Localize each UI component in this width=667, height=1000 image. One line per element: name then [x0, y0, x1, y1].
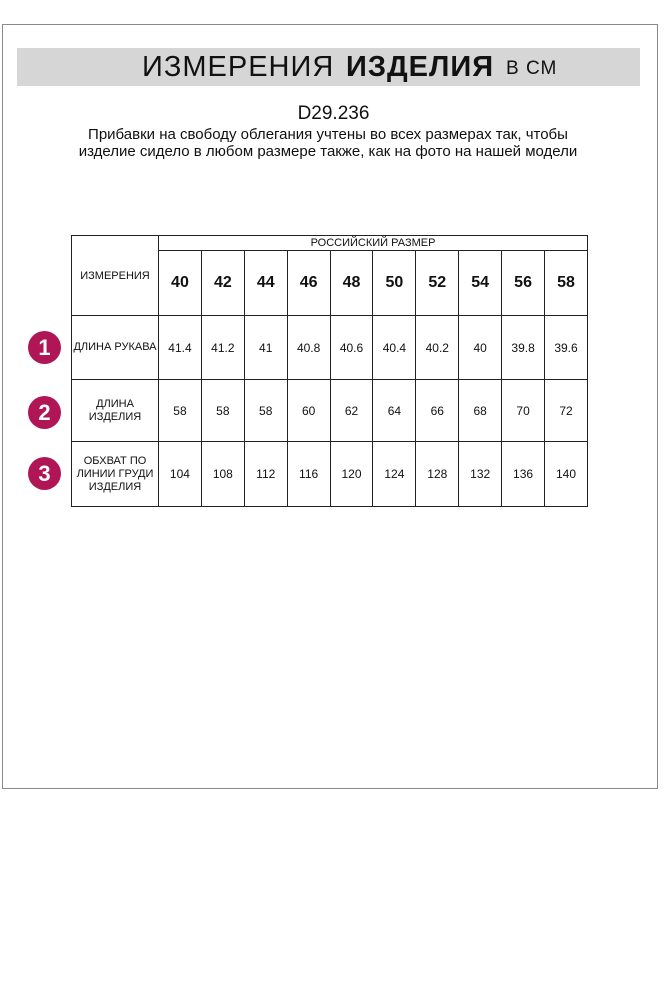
table-cell: 104 — [159, 442, 202, 507]
table-cell: 41 — [244, 316, 287, 380]
table-cell: 40.2 — [416, 316, 459, 380]
size-header: 54 — [459, 251, 502, 316]
table-cell: 40.4 — [373, 316, 416, 380]
size-header: 42 — [201, 251, 244, 316]
title-units: В СМ — [506, 58, 558, 79]
size-header: 52 — [416, 251, 459, 316]
row-label: ДЛИНА ИЗДЕЛИЯ — [72, 380, 159, 442]
measurements-header: ИЗМЕРЕНИЯ — [72, 236, 159, 316]
table-cell: 128 — [416, 442, 459, 507]
table-cell: 40 — [459, 316, 502, 380]
table-cell: 136 — [502, 442, 545, 507]
title-band — [17, 48, 640, 86]
table-cell: 58 — [244, 380, 287, 442]
table-cell: 116 — [287, 442, 330, 507]
size-header: 40 — [159, 251, 202, 316]
table-cell: 120 — [330, 442, 373, 507]
table-cell: 39.6 — [545, 316, 588, 380]
table-cell: 70 — [502, 380, 545, 442]
table-cell: 60 — [287, 380, 330, 442]
table-cell: 66 — [416, 380, 459, 442]
table-cell: 64 — [373, 380, 416, 442]
title-regular: ИЗМЕРЕНИЯ — [142, 51, 335, 83]
title-bold: ИЗДЕЛИЯ — [346, 51, 495, 83]
row-label: ДЛИНА РУКАВА — [72, 316, 159, 380]
row-label: ОБХВАТ ПО ЛИНИИ ГРУДИ ИЗДЕЛИЯ — [72, 442, 159, 507]
table-row — [72, 442, 588, 507]
table-cell: 68 — [459, 380, 502, 442]
table-cell: 41.2 — [201, 316, 244, 380]
table-cell: 58 — [201, 380, 244, 442]
table-cell: 41.4 — [159, 316, 202, 380]
size-header: 56 — [502, 251, 545, 316]
table-cell: 58 — [159, 380, 202, 442]
size-header: 46 — [287, 251, 330, 316]
table-cell: 108 — [201, 442, 244, 507]
table-cell: 39.8 — [502, 316, 545, 380]
table-cell: 62 — [330, 380, 373, 442]
size-table — [71, 235, 588, 507]
table-cell: 140 — [545, 442, 588, 507]
table-cell: 40.6 — [330, 316, 373, 380]
row-badge-3: 3 — [28, 457, 61, 490]
size-header: 44 — [244, 251, 287, 316]
table-cell: 112 — [244, 442, 287, 507]
table-cell: 72 — [545, 380, 588, 442]
size-header: 48 — [330, 251, 373, 316]
table-cell: 132 — [459, 442, 502, 507]
table-cell: 124 — [373, 442, 416, 507]
table-row — [72, 316, 588, 380]
fit-note: Прибавки на свободу облегания учтены во всех размерах так, чтобы изделие сидело в любом размере также, как на фото на нашей модели — [78, 126, 578, 160]
row-badge-2: 2 — [28, 396, 61, 429]
product-code: D29.236 — [297, 103, 370, 124]
size-header: 58 — [545, 251, 588, 316]
row-badge-1: 1 — [28, 331, 61, 364]
table-cell: 40.8 — [287, 316, 330, 380]
table-row — [72, 380, 588, 442]
size-header: 50 — [373, 251, 416, 316]
russian-size-caption: РОССИЙСКИЙ РАЗМЕР — [159, 236, 588, 251]
